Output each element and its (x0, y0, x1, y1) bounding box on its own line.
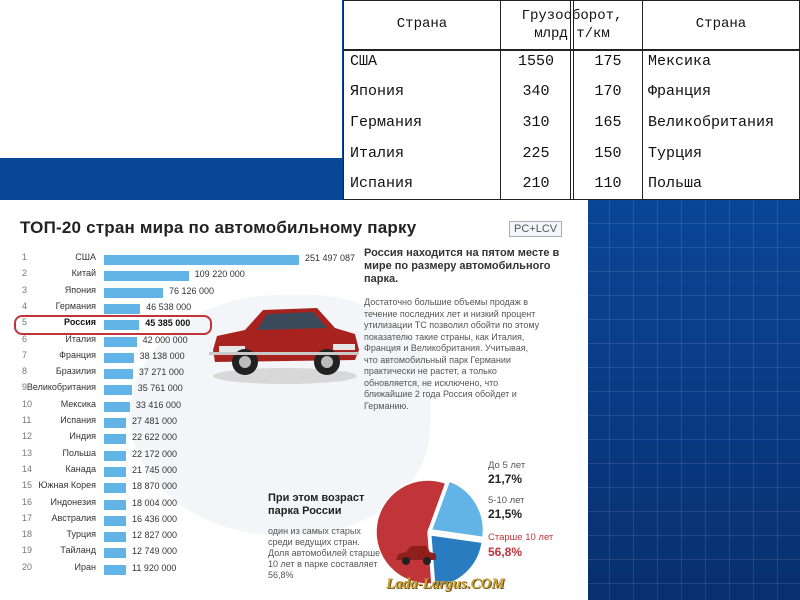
car-illustration (205, 288, 363, 388)
bar-rank: 16 (22, 496, 33, 507)
bar-row (0, 464, 360, 480)
bar-country-label: США (75, 252, 96, 262)
background-grid (585, 200, 800, 600)
bar-country-label: Индонезия (50, 496, 96, 507)
bar-rank: 17 (22, 512, 33, 523)
russia-highlight-box (14, 315, 212, 335)
table-cell-value: 225 (522, 145, 550, 162)
table-cell-value: 150 (594, 145, 622, 162)
table-header-volume: Грузооборот, млрд т/км (521, 8, 623, 42)
bar-value-label: 37 271 000 (138, 367, 184, 378)
bar-value-label: 12 827 000 (132, 530, 178, 541)
bar-value-label: 16 436 000 (132, 513, 178, 524)
age-description: один из самых старых среди ведущих стран. Доля автомобилей старше 10 лет в парке составляет 56,8% (268, 526, 381, 580)
bar-row (0, 268, 360, 284)
bar-value-label: 22 172 000 (132, 448, 178, 459)
bar-row (0, 448, 360, 464)
bar-country-label: Германия (55, 300, 96, 311)
bar-value-label: 11 920 000 (132, 562, 177, 573)
bar-row (0, 399, 360, 415)
bar-value-label: 21 745 000 (132, 464, 178, 475)
bar (104, 483, 126, 493)
table-cell-value: 210 (522, 175, 550, 192)
bar (104, 385, 132, 395)
table-cell-country: Италия (350, 145, 405, 162)
table-cell-country: Турция (648, 145, 703, 162)
bar-value-label: 38 138 000 (139, 350, 185, 361)
table-cell-country: Польша (648, 175, 703, 192)
bar-country-label: Иран (74, 561, 96, 572)
bar (104, 500, 126, 510)
bar-rank: 8 (22, 366, 28, 377)
table-cell-country: Великобритания (648, 114, 775, 131)
table-cell-value: 175 (594, 53, 622, 70)
pie-label-5to10: 5-10 лет (488, 495, 525, 506)
bar-rank: 11 (22, 415, 32, 425)
bar-row (0, 431, 360, 447)
pie-value-over10: 56,8% (488, 545, 523, 559)
table-header-country-2: Страна (695, 16, 747, 32)
bar-country-label: Мексика (60, 398, 96, 409)
table-cell-country: Мексика (648, 53, 712, 70)
table-cell-country: Германия (350, 114, 423, 131)
bar-country-label: Испания (60, 415, 96, 425)
bar-value-label: 12 749 000 (132, 546, 178, 557)
table-cell-country: Япония (350, 83, 405, 100)
table-header-divider (344, 49, 799, 51)
bar-value-label: 251 497 087 (305, 253, 356, 263)
table-cell-value: 110 (594, 175, 622, 192)
bar-rank: 5 (22, 317, 28, 328)
russia-heading: Россия находится на пятом месте в мире по размеру автомобильного парка. (364, 247, 560, 285)
bar (104, 565, 126, 575)
bar-country-label: Южная Корея (38, 480, 96, 491)
bar-country-label: Польша (62, 447, 96, 458)
table-divider (500, 1, 501, 199)
pie-value-under5: 21,7% (488, 472, 523, 486)
bar-rank: 7 (22, 349, 28, 360)
bar-rank: 9 (22, 382, 28, 393)
bar-rank: 19 (22, 545, 33, 556)
table-cell-value: 310 (522, 114, 550, 131)
bar (104, 548, 126, 558)
bar-country-label: Россия (64, 317, 96, 328)
pie-value-5to10: 21,5% (488, 507, 523, 521)
infographic-title: ТОП-20 стран мира по автомобильному парку (20, 218, 417, 237)
russia-description: Достаточно большие объемы продаж в течение последних лет и низкий процент утилизации ТС позволил обойти по этому показателю такие страны, как Италия, Франция и Великобритания. Учитывая, что автомобильный парк Германии практически не растет, а только обновляется, не исключено, что ближайшие 2 года Россия обойдет и Германию. (364, 297, 540, 411)
bar-rank: 4 (22, 300, 28, 311)
bar-country-label: Канада (65, 463, 96, 474)
bar-value-label: 76 126 000 (169, 285, 215, 296)
bar (104, 516, 126, 526)
table-cell-country: Испания (350, 175, 414, 192)
bar (104, 434, 126, 444)
bar-value-label: 46 538 000 (146, 301, 192, 312)
bar-value-label: 45 385 000 (145, 318, 191, 329)
bar-country-label: Индия (69, 431, 96, 442)
bar-value-label: 18 870 000 (132, 481, 178, 492)
bar (104, 467, 126, 477)
infographic-panel (0, 200, 588, 600)
table-header-country: Страна (396, 16, 448, 32)
bar-value-label: 35 761 000 (137, 383, 183, 394)
bar-country-label: Австралия (51, 512, 96, 523)
age-heading: При этом возраст парка России (268, 492, 365, 517)
table-cell-country: Франция (648, 83, 712, 100)
bar-value-label: 22 622 000 (132, 432, 178, 443)
table-cell-value: 170 (594, 83, 622, 100)
bar (104, 337, 137, 347)
pc-lcv-badge: PC+LCV (509, 221, 562, 237)
freight-table (343, 0, 800, 200)
bar (104, 271, 189, 281)
bar-value-label: 27 481 000 (132, 416, 178, 426)
bar-rank: 18 (22, 529, 33, 540)
bar-rank: 12 (22, 431, 33, 442)
bar (104, 288, 163, 298)
bar (104, 255, 299, 265)
bar-country-label: Япония (64, 284, 96, 295)
bar-rank: 1 (22, 252, 28, 262)
bar (104, 369, 133, 379)
bar-rank: 14 (22, 463, 33, 474)
bar-value-label: 33 416 000 (135, 399, 181, 410)
bar-country-label: Италия (65, 333, 96, 344)
bar (104, 532, 126, 542)
watermark: Lada-Largus.COM (386, 576, 505, 592)
table-cell-country: США (350, 53, 378, 70)
table-cell-value: 340 (522, 83, 550, 100)
table-cell-value: 1550 (517, 53, 554, 70)
bar-value-label: 109 220 000 (194, 269, 245, 280)
bar-country-label: Турция (66, 529, 96, 540)
bar-rank: 20 (22, 561, 33, 572)
bar (104, 451, 126, 461)
bar-rank: 13 (22, 447, 33, 458)
bar-rank: 15 (22, 480, 33, 491)
bar-value-label: 18 004 000 (132, 497, 178, 508)
bar-rank: 3 (22, 284, 28, 295)
white-background-panel (0, 0, 342, 158)
bar-rank: 10 (22, 398, 33, 409)
age-pie-chart (372, 476, 484, 588)
pie-label-over10: Старше 10 лет (488, 532, 554, 543)
bar-rank: 2 (22, 268, 28, 279)
bar-country-label: Великобритания (26, 382, 96, 393)
small-car-icon (394, 542, 438, 568)
bar-row (0, 252, 360, 268)
bar-row (0, 415, 360, 431)
bar-country-label: Китай (71, 268, 96, 279)
bar (104, 353, 134, 363)
bar-country-label: Франция (59, 349, 96, 360)
table-cell-value: 165 (594, 114, 622, 131)
bar-country-label: Тайланд (60, 545, 96, 556)
bar (104, 402, 130, 412)
bar (104, 418, 126, 428)
bar-value-label: 42 000 000 (142, 334, 188, 345)
bar-rank: 6 (22, 333, 28, 344)
bar (104, 304, 140, 314)
bar-country-label: Бразилия (55, 366, 96, 377)
pie-label-under5: До 5 лет (488, 460, 526, 471)
